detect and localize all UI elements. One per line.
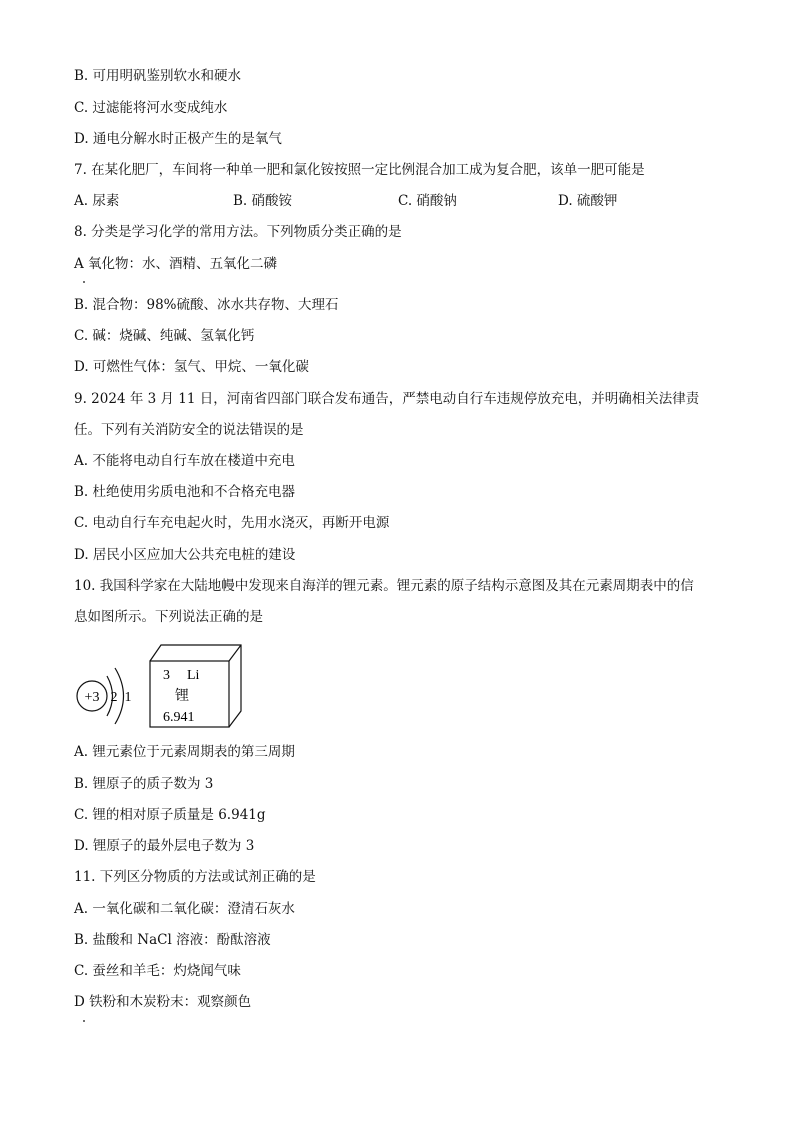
q8-stem: 8. 分类是学习化学的常用方法。下列物质分类正确的是 bbox=[74, 224, 402, 240]
q9-stem-line1: 9. 2024 年 3 月 11 日，河南省四部门联合发布通告，严禁电动自行车违规停放充电，并明确相关法律责 bbox=[74, 391, 700, 407]
nucleus-charge: +3 bbox=[84, 690, 100, 705]
q7-stem: 7. 在某化肥厂，车间将一种单一肥和氯化铵按照一定比例混合加工成为复合肥，该单一肥可能是 bbox=[74, 162, 645, 178]
q10-option-d: D. 锂原子的最外层电子数为 3 bbox=[74, 838, 255, 854]
q8-option-c: C. 碱：烧碱、纯碱、氢氧化钙 bbox=[74, 328, 255, 344]
q11-option-a: A. 一氧化碳和二氧化碳：澄清石灰水 bbox=[74, 901, 295, 917]
cell-corner-edge bbox=[229, 645, 241, 661]
shell-2-electrons: 1 bbox=[124, 690, 132, 705]
q7-option-c: C. 硝酸钠 bbox=[398, 193, 457, 209]
q9-option-a: A. 不能将电动自行车放在楼道中充电 bbox=[74, 453, 295, 469]
periodic-table-cell bbox=[150, 645, 241, 727]
q10-option-a: A. 锂元素位于元素周期表的第三周期 bbox=[74, 744, 295, 760]
q10-option-c: C. 锂的相对原子质量是 6.941g bbox=[74, 807, 266, 823]
scan-mark bbox=[83, 1020, 85, 1022]
q10-stem-line2: 息如图所示。下列说法正确的是 bbox=[74, 609, 263, 625]
q9-option-c: C. 电动自行车充电起火时，先用水浇灭，再断开电源 bbox=[74, 515, 390, 531]
q7-options bbox=[74, 192, 714, 210]
q8-option-d: D. 可燃性气体：氢气、甲烷、一氧化碳 bbox=[74, 359, 309, 375]
scan-mark bbox=[83, 281, 85, 283]
q7-option-a: A. 尿素 bbox=[74, 193, 120, 209]
element-name: 锂 bbox=[175, 689, 189, 704]
q11-option-d: D 铁粉和木炭粉末：观察颜色 bbox=[74, 994, 252, 1010]
q11-option-b: B. 盐酸和 NaCl 溶液：酚酞溶液 bbox=[74, 932, 271, 948]
q7-option-b: B. 硝酸铵 bbox=[233, 193, 293, 209]
shell-1-electrons: 2 bbox=[110, 690, 118, 705]
q10-option-b: B. 锂原子的质子数为 3 bbox=[74, 776, 214, 792]
q8-option-b: B. 混合物：98%硫酸、冰水共存物、大理石 bbox=[74, 297, 339, 313]
lithium-figure bbox=[70, 640, 250, 736]
q9-stem-line2: 任。下列有关消防安全的说法错误的是 bbox=[74, 422, 304, 438]
q7-option-d: D. 硫酸钾 bbox=[558, 193, 618, 209]
q8-option-a: A 氧化物：水、酒精、五氧化二磷 bbox=[74, 256, 278, 272]
element-symbol: Li bbox=[187, 668, 200, 683]
q10-stem-line1: 10. 我国科学家在大陆地幔中发现来自海洋的锂元素。锂元素的原子结构示意图及其在元素周期表中的信 bbox=[74, 578, 694, 594]
q11-option-c: C. 蚕丝和羊毛：灼烧闻气味 bbox=[74, 963, 241, 979]
atomic-mass: 6.941 bbox=[163, 710, 195, 725]
atomic-number: 3 bbox=[163, 668, 170, 683]
q6-option-d: D. 通电分解水时正极产生的是氧气 bbox=[74, 131, 282, 147]
q9-option-d: D. 居民小区应加大公共充电桩的建设 bbox=[74, 547, 296, 563]
atomic-structure-diagram bbox=[77, 668, 132, 724]
q6-option-b: B. 可用明矾鉴别软水和硬水 bbox=[74, 68, 242, 84]
q6-option-c: C. 过滤能将河水变成纯水 bbox=[74, 100, 228, 116]
q11-stem: 11. 下列区分物质的方法或试剂正确的是 bbox=[74, 869, 316, 885]
q9-option-b: B. 杜绝使用劣质电池和不合格充电器 bbox=[74, 484, 296, 500]
